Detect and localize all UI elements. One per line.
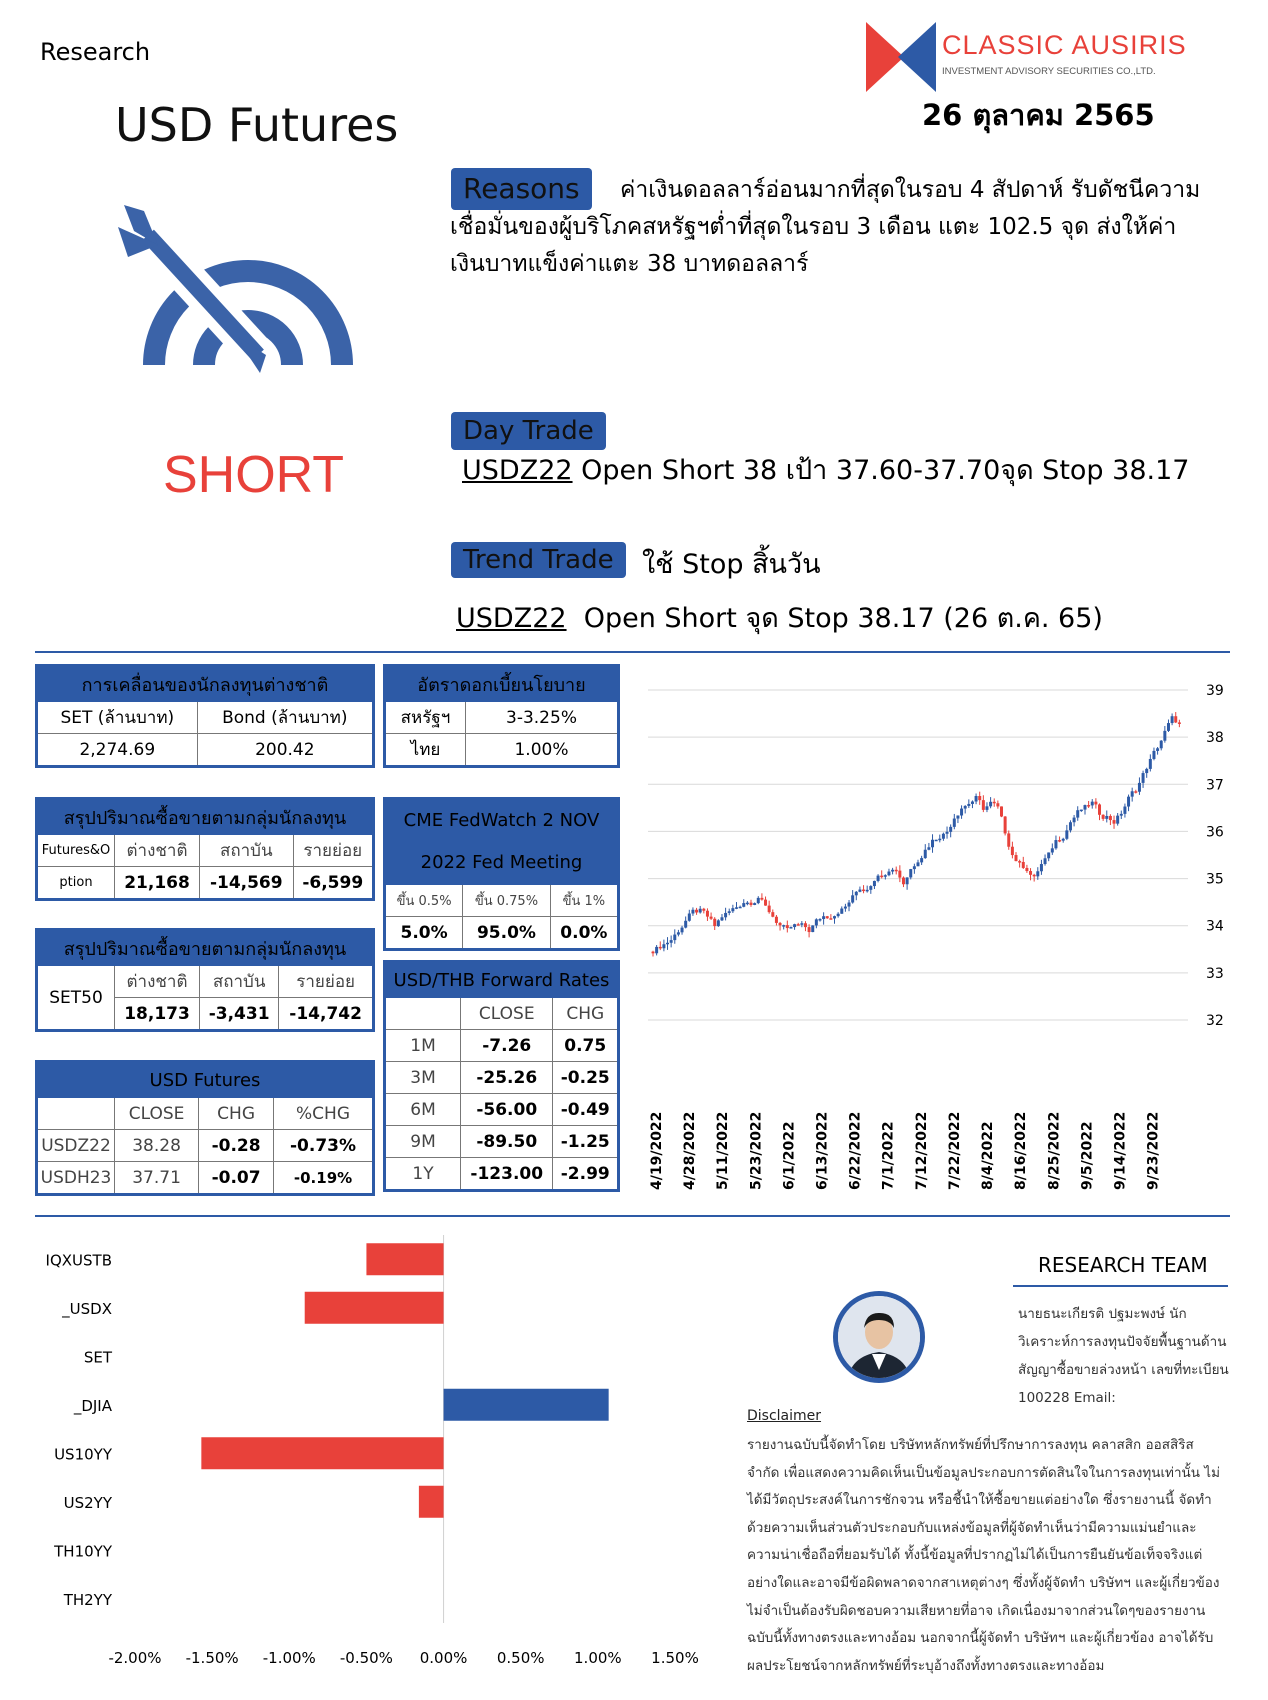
candle-body [757,898,760,903]
futures-header-institution: สถาบัน [200,835,294,867]
bar-x-tick-label: -1.00% [262,1649,316,1667]
forward-chg: -1.25 [553,1126,619,1158]
bar-category-label: SET [83,1348,112,1367]
candle-body [895,870,898,872]
candle-body [760,898,763,900]
usd-futures-title: USD Futures [37,1062,374,1098]
candle-body [1062,839,1065,841]
candle-body [1113,820,1116,824]
candle-body [891,870,894,872]
fedwatch-header-75: ขึ้น 0.75% [463,885,551,917]
candle-body [935,840,938,842]
candle-body [677,932,680,934]
candle-body [710,917,713,919]
candle-body [858,890,861,892]
candle-body [1080,810,1083,812]
candle-body [975,796,978,801]
bond-label: Bond (ล้านบาท) [197,702,373,734]
candle-body [1134,791,1137,793]
candle-body [1069,822,1072,830]
x-tick-label: 9/14/2022 [1112,1111,1129,1190]
candle-body [753,903,756,905]
forward-close: -56.00 [461,1094,553,1126]
section-label: Research [40,38,151,66]
candle-body [1167,723,1170,731]
usd-futures-symbol: USDH23 [37,1162,115,1195]
fedwatch-title-1: CME FedWatch 2 NOV [403,810,600,831]
fedwatch-header-100: ขึ้น 1% [550,885,618,917]
candle-body [1004,817,1007,834]
candle-body [1000,806,1003,816]
candle-body [953,819,956,827]
fedwatch-value-75: 95.0% [463,917,551,950]
candle-body [887,872,890,876]
candle-body [822,916,825,919]
candle-body [902,878,905,885]
candle-body [1018,861,1021,863]
candle-body [808,927,811,932]
candle-body [1044,858,1047,864]
candle-body [688,914,691,921]
candle-body [880,876,883,878]
candle-body [1076,810,1079,817]
candle-body [920,858,923,862]
y-tick-label: 34 [1206,918,1224,935]
policy-rate-table [383,664,620,768]
candle-body [779,923,782,925]
candle-body [978,796,981,800]
day-trade-text: Open Short 38 เป้า 37.60-37.70จุด Stop 38.17 [572,455,1190,486]
bar [444,1389,609,1421]
forward-close: -7.26 [461,1030,553,1062]
candle-body [971,802,974,804]
candle-body [797,924,800,926]
candle-body [670,940,673,943]
candle-body [666,943,669,945]
candle-body [731,908,734,911]
candle-body [695,910,698,913]
candle-body [938,839,941,841]
candle-body [771,912,774,917]
bar-category-label: IQXUSTB [45,1251,112,1270]
candle-body [949,827,952,832]
futures-value-institution: -14,569 [200,867,294,900]
candle-body [815,919,818,925]
bar [201,1437,443,1469]
candle-body [1123,807,1126,814]
bar-category-label: TH10YY [54,1542,112,1561]
x-tick-label: 7/12/2022 [913,1111,930,1190]
reasons-text: ค่าเงินดอลลาร์อ่อนมากที่สุดในรอบ 4 สัปดาห์ รับดัชนีความเชื่อมั่นของผู้บริโภคสหรัฐฯต่ำที่สุดในรอบ 3 เดือน แตะ 102.5 จุด ส่งให้ค่าเงินบาทแข็งค่าแตะ 38 บาทดอลลาร์ [450,177,1201,277]
candle-body [1033,875,1036,877]
candle-body [786,925,789,928]
candle-body [840,909,843,914]
candle-body [1163,731,1166,741]
candle-body [1029,871,1032,875]
x-tick-label: 9/5/2022 [1079,1121,1096,1190]
divider [35,1215,1230,1217]
forward-close: -123.00 [461,1158,553,1191]
candle-body [1007,833,1010,846]
candle-body [746,903,749,905]
fedwatch-value-100: 0.0% [550,917,618,950]
report-date: 26 ตุลาคม 2565 [922,98,1155,132]
candle-body [848,903,851,907]
forward-tenor: 1Y [385,1158,461,1191]
candle-body [1047,852,1050,858]
y-tick-label: 36 [1206,824,1224,841]
candle-body [655,947,658,953]
forward-tenor: 1M [385,1030,461,1062]
candle-body [1105,816,1108,819]
candle-body [1116,816,1119,824]
candle-body [720,917,723,920]
research-team-underline [1013,1285,1228,1287]
x-tick-label: 5/23/2022 [748,1111,765,1190]
candle-body [913,866,916,869]
country-th: ไทย [385,734,466,767]
rate-us: 3-3.25% [466,702,619,734]
futures-value-foreign: 21,168 [115,867,200,900]
futures-header-retail: รายย่อย [293,835,373,867]
candle-body [1156,748,1159,751]
candle-body [1040,864,1043,871]
set-label: SET (ล้านบาท) [37,702,198,734]
x-tick-label: 5/11/2022 [715,1111,732,1190]
forward-rates-table [383,960,620,1192]
candle-body [1149,759,1152,769]
futures-row-label: Futures&O [37,835,115,867]
set50-value-foreign: 18,173 [115,998,200,1031]
x-tick-label: 7/1/2022 [880,1121,897,1190]
candle-body [1083,805,1086,810]
candle-body [804,923,807,927]
candle-body [982,800,985,810]
candle-body [1131,791,1134,796]
bar-category-label: _DJIA [73,1396,112,1415]
bar-x-tick-label: -2.00% [108,1649,162,1667]
y-tick-label: 32 [1206,1013,1224,1029]
candle-body [800,923,803,925]
candle-body [1011,847,1014,855]
forward-rates-title: USD/THB Forward Rates [385,962,619,998]
fedwatch-table [383,797,620,951]
candle-body [1127,797,1130,807]
candle-body [869,886,872,890]
candle-body [1051,848,1054,852]
candle-body [851,895,854,902]
y-tick-label: 39 [1206,683,1224,699]
set-value: 2,274.69 [37,734,198,767]
trend-trade-note: ใช้ Stop สิ้นวัน [642,549,821,580]
y-tick-label: 33 [1206,965,1224,982]
candle-body [1145,769,1148,773]
candle-body [782,925,785,927]
usd-futures-close: 37.71 [115,1162,199,1195]
candle-body [1152,751,1155,759]
candle-body [717,920,720,926]
candle-body [691,910,694,914]
candle-body [956,815,959,818]
forward-chg: -0.49 [553,1094,619,1126]
y-tick-label: 35 [1206,871,1224,888]
futures-value-retail: -6,599 [293,867,373,900]
candle-body [1142,773,1145,783]
usd-candlestick-chart [648,670,1228,1210]
reasons-label: Reasons [451,168,592,210]
company-logo [866,22,936,92]
trend-trade-label: Trend Trade [451,542,626,578]
set50-row-label: SET50 [37,966,115,1031]
candle-body [942,834,945,839]
candle-body [764,900,767,906]
candle-body [1109,816,1112,820]
policy-rate-title: อัตราดอกเบี้ยนโยบาย [385,666,619,702]
usd-futures-header-close: CLOSE [115,1098,199,1130]
candle-body [996,803,999,806]
bar-category-label: _USDX [62,1299,112,1318]
candle-body [659,947,662,949]
candle-body [1102,815,1105,819]
candle-body [924,850,927,858]
futures-header-foreign: ต่างชาติ [115,835,200,867]
x-tick-label: 8/4/2022 [980,1121,997,1190]
candle-body [742,903,745,907]
candle-body [993,802,996,804]
x-tick-label: 4/28/2022 [682,1111,699,1190]
brand-subtitle: INVESTMENT ADVISORY SECURITIES CO.,LTD. [942,66,1156,77]
candle-body [706,911,709,917]
forward-tenor: 9M [385,1126,461,1158]
usd-futures-pct: -0.73% [274,1130,374,1162]
bar [366,1243,443,1275]
bar-x-tick-label: -0.50% [339,1649,393,1667]
bar-x-tick-label: 1.50% [651,1649,699,1667]
candle-body [750,903,753,905]
candle-body [877,876,880,881]
futures-flow-title: สรุปปริมาณซื้อขายตามกลุ่มนักลงทุน [37,799,374,835]
y-tick-label: 38 [1206,730,1224,747]
candle-body [1098,804,1101,814]
usd-futures-header-pct: %CHG [274,1098,374,1130]
x-tick-label: 7/22/2022 [946,1111,963,1190]
candle-body [1160,741,1163,749]
forward-chg: -0.25 [553,1062,619,1094]
x-tick-label: 9/23/2022 [1145,1111,1162,1190]
day-trade-symbol: USDZ22 [462,455,573,486]
candle-body [1015,855,1018,861]
candle-body [909,869,912,877]
candle-body [652,952,655,954]
candle-body [811,925,814,932]
candle-body [735,907,738,909]
set50-value-retail: -14,742 [279,998,374,1031]
bar [419,1486,444,1518]
futures-row-label-2: ption [37,867,115,900]
forward-tenor: 3M [385,1062,461,1094]
x-tick-label: 8/16/2022 [1013,1111,1030,1190]
candle-body [862,890,865,892]
usd-futures-close: 38.28 [115,1130,199,1162]
futures-flow-table [35,797,375,901]
candle-body [1091,802,1094,806]
fedwatch-value-50: 5.0% [385,917,463,950]
forward-chg: -2.99 [553,1158,619,1191]
candle-body [960,809,963,816]
candle-body [775,917,778,923]
bar-x-tick-label: 0.00% [419,1649,468,1667]
candle-body [673,935,676,941]
candle-body [1120,814,1123,816]
candle-body [713,919,716,926]
candle-body [818,919,821,921]
candle-body [793,924,796,927]
candle-body [1171,716,1174,723]
candle-body [1094,802,1097,805]
trend-trade-text: Open Short จุด Stop 38.17 (26 ต.ค. 65) [566,603,1103,634]
set50-flow-title: สรุปปริมาณซื้อขายตามกลุ่มนักลงทุน [37,930,374,966]
page-title: USD Futures [115,98,399,152]
candle-body [866,890,869,892]
candle-body [906,877,909,884]
candle-body [833,916,836,918]
candle-body [855,892,858,896]
bar-category-label: US2YY [63,1493,112,1512]
forward-close: -89.50 [461,1126,553,1158]
analyst-avatar [833,1291,925,1383]
candle-body [728,911,731,913]
candle-body [898,871,901,878]
candle-body [931,840,934,847]
candle-body [702,909,705,911]
candle-body [1178,722,1181,724]
signal-short: SHORT [163,446,345,504]
candle-body [1022,862,1025,868]
candle-body [681,928,684,933]
candle-body [967,804,970,806]
candle-body [1174,716,1177,722]
candle-body [1036,871,1039,876]
usd-futures-header-chg: CHG [199,1098,274,1130]
trend-trade-line [456,596,1103,639]
usd-futures-table [35,1060,375,1196]
candle-body [844,907,847,909]
candle-body [662,944,665,948]
candle-body [826,916,829,918]
candle-body [739,907,742,909]
usd-futures-chg: -0.07 [199,1162,274,1195]
candle-body [724,913,727,917]
candle-body [989,802,992,807]
country-us: สหรัฐฯ [385,702,466,734]
x-tick-label: 6/1/2022 [781,1121,798,1190]
divider [35,651,1230,653]
x-tick-label: 8/25/2022 [1046,1111,1063,1190]
day-trade-line [462,448,1189,491]
bar-category-label: US10YY [54,1445,112,1464]
candle-body [964,806,967,809]
candle-body [873,881,876,886]
research-team-title: RESEARCH TEAM [1038,1253,1208,1277]
forward-header-close: CLOSE [461,998,553,1030]
candle-body [1073,818,1076,823]
candle-body [927,847,930,849]
analyst-photo [838,1296,920,1378]
brand-name: CLASSIC AUSIRIS [942,30,1187,60]
candle-body [699,909,702,913]
bar-x-tick-label: -1.50% [185,1649,239,1667]
candle-body [684,921,687,928]
x-tick-label: 6/22/2022 [847,1111,864,1190]
x-tick-label: 6/13/2022 [814,1111,831,1190]
y-tick-label: 37 [1206,777,1224,794]
candle-body [884,875,887,877]
candle-body [1087,805,1090,807]
candle-body [829,918,832,920]
target-icon [118,205,378,385]
candle-body [789,927,792,929]
candle-body [1065,830,1068,838]
usd-futures-symbol: USDZ22 [37,1130,115,1162]
disclaimer-text: รายงานฉบับนี้จัดทำโดย บริษัทหลักทรัพย์ที่ปรึกษาการลงทุน คลาสสิก ออสสิริส จำกัด เพื่อแสดงความคิดเห็นเป็นข้อมูลประกอบการตัดสินใจในการลงทุนเท่านั้น ไม่ได้มีวัตถุประสงค์ในการชักจวน หรือชี้นำให้ซื้อขายแต่อย่างใด ซึ่งรายงานนี้ จัดทำด้วยความเห็นส่วนตัวประกอบกับแหล่งข้อมูลที่ผู้จัดทำเห็นว่ามีความแม่นยำและความน่าเชื่อถือที่ยอมรับได้ ทั้งนี้ข้อมูลที่ปรากฏไม่ได้เป็นการยืนยันข้อเท็จจริงแต่อย่างใดและอาจมีข้อผิดพลาดจากสาเหตุต่างๆ ซึ่งทั้งผู้จัดทำ บริษัทฯ และผู้เกี่ยวข้องไม่จำเป็นต้องรับผิดชอบความเสียหายที่อาจ เกิดเนื่องมาจากส่วนใดๆของรายงานฉบับนี้ทั้งทางตรงและทางอ้อม นอกจากนี้ผู้จัดทำ บริษัทฯ และผู้เกี่ยวข้อง อาจได้รับผลประโยชน์จากหลักทรัพย์ที่ระบุอ้างถึงทั้งทางตรงและทางอ้อม [747,1437,1220,1674]
set50-header-institution: สถาบัน [200,966,279,998]
candle-body [917,862,920,866]
usd-futures-chg: -0.28 [199,1130,274,1162]
candle-body [946,832,949,834]
set50-value-institution: -3,431 [200,998,279,1031]
disclaimer-title: Disclaimer [747,1408,822,1424]
foreign-flow-title: การเคลื่อนของนักลงทุนต่างชาติ [37,666,374,702]
candle-body [1025,868,1028,871]
candle-body [1138,783,1141,792]
fedwatch-title [385,799,619,885]
day-trade-label: Day Trade [451,412,606,450]
bar-category-label: TH2YY [63,1590,112,1609]
candle-body [1054,840,1057,848]
rate-th: 1.00% [466,734,619,767]
bar-x-tick-label: 1.00% [574,1649,622,1667]
forward-header-chg: CHG [553,998,619,1030]
fedwatch-header-50: ขึ้น 0.5% [385,885,463,917]
forward-close: -25.26 [461,1062,553,1094]
trend-trade-symbol: USDZ22 [456,603,567,634]
forward-chg: 0.75 [553,1030,619,1062]
bar [305,1292,444,1324]
analyst-info: นายธนะเกียรติ ปฐมะพงษ์ นักวิเคราะห์การลงทุนปัจจัยพื้นฐานด้านสัญญาซื้อขายล่วงหน้า เลขที่ทะเบียน 100228 Email: [1018,1306,1229,1406]
candle-body [1058,840,1061,842]
candle-body [985,806,988,810]
forward-tenor: 6M [385,1094,461,1126]
set50-header-retail: รายย่อย [279,966,374,998]
usd-futures-pct: -0.19% [274,1162,374,1195]
set50-flow-table [35,928,375,1032]
fedwatch-title-2: 2022 Fed Meeting [420,852,583,873]
candle-body [768,906,771,913]
candle-body [837,914,840,916]
market-change-bar-chart [30,1235,710,1670]
x-tick-label: 4/19/2022 [649,1111,665,1190]
bond-value: 200.42 [197,734,373,767]
set50-header-foreign: ต่างชาติ [115,966,200,998]
foreign-flow-table [35,664,375,768]
bar-x-tick-label: 0.50% [496,1649,545,1667]
